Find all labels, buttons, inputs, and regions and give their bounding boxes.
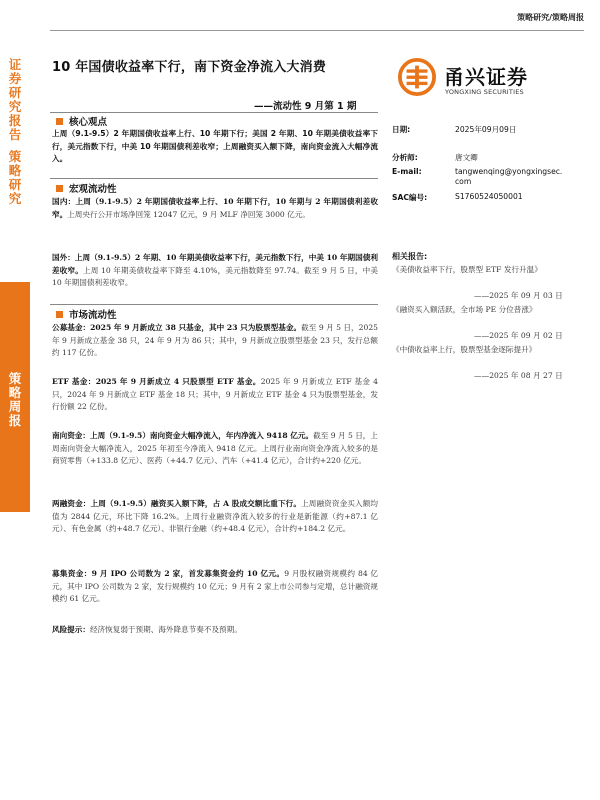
top-divider — [50, 30, 584, 31]
core-viewpoint-text: 上周（9.1-9.5）2 年期国债收益率上行、10 年期下行；美国 2 年期、10 年期美债收益率下行，美元指数下行，中美 10 年期国债利差收窄；上周融资买入额下降，南向资金流入大幅净流入。 — [52, 129, 378, 164]
company-logo — [398, 58, 578, 104]
section-market-heading — [56, 307, 117, 321]
market-etf-lead: ETF 基金：2025 年 9 月新成立 4 只股票型 ETF 基金。 — [52, 377, 261, 386]
section-divider — [50, 178, 378, 179]
risk-warning-paragraph — [52, 624, 378, 637]
section-macro-title: 宏观流动性 — [69, 184, 117, 195]
logo-english-name: YONGXING SECURITIES — [445, 88, 524, 96]
section-marker-icon — [56, 118, 63, 125]
risk-warning-lead: 风险提示： — [52, 625, 90, 634]
market-fundraising-lead: 募集资金：9 月 IPO 公司数为 2 家，首发募集资金约 10 亿元。 — [52, 569, 285, 578]
section-marker-icon — [56, 185, 63, 192]
sidebar-tag-strategy-research: 策略研究 — [8, 149, 22, 206]
sac-number: S1760524050001 — [455, 192, 523, 201]
sidebar-tag-strategy-weekly: 策略周报 — [8, 371, 22, 428]
market-margin-body: 上周融资资金买入额均值为 2844 亿元，环比下降 16.2%。上周行业融资净流入较多的行业是新能源（约+87.1 亿元）、有色金属（约+48.7 亿元）、非银行金融（约+48.4 亿元），合计约+184.2 亿元。 — [52, 499, 378, 534]
report-title: 10 年国债收益率下行，南下资金净流入大消费 — [52, 60, 327, 75]
macro-domestic-paragraph — [52, 196, 378, 221]
market-margin-paragraph — [52, 498, 378, 536]
logo-chinese-name: 甬兴证券 — [444, 65, 528, 89]
date-label: 日期: — [392, 125, 411, 134]
related-report-date: ——2025 年 09 月 02 日 — [474, 331, 563, 340]
related-report-date: ——2025 年 09 月 03 日 — [474, 291, 563, 300]
analyst-email-link[interactable]: tangwenqing@yongxingsec.com — [455, 167, 563, 186]
section-market-title: 市场流动性 — [69, 310, 117, 321]
yongxing-logo-icon — [398, 58, 436, 96]
market-fundraising-paragraph — [52, 568, 378, 606]
report-category-label: 策略研究/策略周报 — [517, 13, 584, 22]
macro-foreign-body: 上周 10 年期美债收益率下降至 4.10%，美元指数降至 97.74。截至 9 月 5 日，中美 10 年期国债利差收窄。 — [52, 265, 378, 288]
macro-domestic-body: 上周央行公开市场净回笼 12047 亿元，9 月 MLF 净回笼 3000 亿元。 — [67, 209, 310, 219]
section-divider — [50, 112, 378, 113]
macro-foreign-lead: 国外：上周（9.1-9.5）2 年期、10 年期美债收益率下行，美元指数下行，中美 10 年期国债利差收窄。 — [52, 253, 378, 275]
market-etf-body: 2025 年 9 月新成立 ETF 基金 4 只，2024 年 9 月新成立 ETF 基金 18 只；其中，9 月新成立 ETF 基金 4 只为股票型基金，发行份额 22 亿份。 — [52, 377, 378, 412]
market-etf-paragraph — [52, 376, 378, 414]
market-southbound-paragraph — [52, 430, 378, 468]
market-southbound-lead: 南向资金：上周（9.1-9.5）南向资金大幅净流入，年内净流入 9418 亿元。 — [52, 431, 314, 440]
left-sidebar — [0, 0, 30, 800]
section-core-title: 核心观点 — [69, 117, 108, 128]
section-core-heading — [56, 114, 107, 128]
report-subtitle: ——流动性 9 月第 1 期 — [254, 101, 357, 112]
related-reports-title: 相关报告: — [392, 252, 428, 261]
market-mutual-fund-body: 截至 9 月 5 日，2025 年 9 月新成立基金 38 只，24 年 9 月为 86 只；其中，9 月新成立股票型基金 23 只，发行总额约 117 亿份。 — [52, 323, 378, 358]
analyst-label: 分析师: — [392, 153, 418, 162]
risk-warning-body: 经济恢复弱于预期、海外降息节奏不及预期。 — [89, 625, 242, 634]
email-label: E-mail: — [392, 167, 422, 176]
market-fundraising-body: 9 月股权融资规模约 84 亿元，其中 IPO 公司数为 2 家，发行规模约 10 亿元；9 月有 2 家上市公司参与定增，总计融资规模约 61 亿元。 — [52, 569, 378, 604]
sidebar-tag-securities-report: 证券研究报告 — [8, 57, 22, 142]
market-mutual-fund-paragraph — [52, 322, 378, 360]
section-divider — [50, 304, 378, 305]
section-marker-icon — [56, 311, 63, 318]
sac-label: SAC编号: — [392, 193, 428, 202]
related-report-link[interactable]: 《中债收益率上行，股票型基金逐际提升》 — [392, 345, 537, 354]
related-report-date: ——2025 年 08 月 27 日 — [474, 371, 563, 380]
macro-foreign-paragraph — [52, 252, 378, 290]
analyst-name: 唐文卿 — [455, 153, 478, 162]
date-value: 2025年09月09日 — [455, 125, 517, 134]
section-macro-heading — [56, 181, 117, 195]
related-report-link[interactable]: 《美债收益率下行，股票型 ETF 发行升温》 — [392, 265, 542, 274]
related-report-link[interactable]: 《融资买入额活跃，全市场 PE 分位普涨》 — [392, 305, 537, 314]
market-mutual-fund-lead: 公募基金：2025 年 9 月新成立 38 只基金，其中 23 只为股票型基金。 — [52, 323, 302, 332]
market-southbound-body: 截至 9 月 5 日，上周南向资金大幅净流入，2025 年初至今净流入 9418 亿元。上周行业南向资金净流入较多的是商贸零售（+133.8 亿元）、医药（+44.7 亿元）、汽车（+41.4 亿元），合计约+220 亿元。 — [52, 431, 378, 466]
market-margin-lead: 两融资金：上周（9.1-9.5）融资买入额下降，占 A 股成交额比重下行。 — [52, 499, 302, 508]
macro-domestic-lead: 国内：上周（9.1-9.5）2 年期国债收益率上行、10 年期下行，10 年期与 2 年期国债利差收窄。 — [52, 197, 378, 219]
